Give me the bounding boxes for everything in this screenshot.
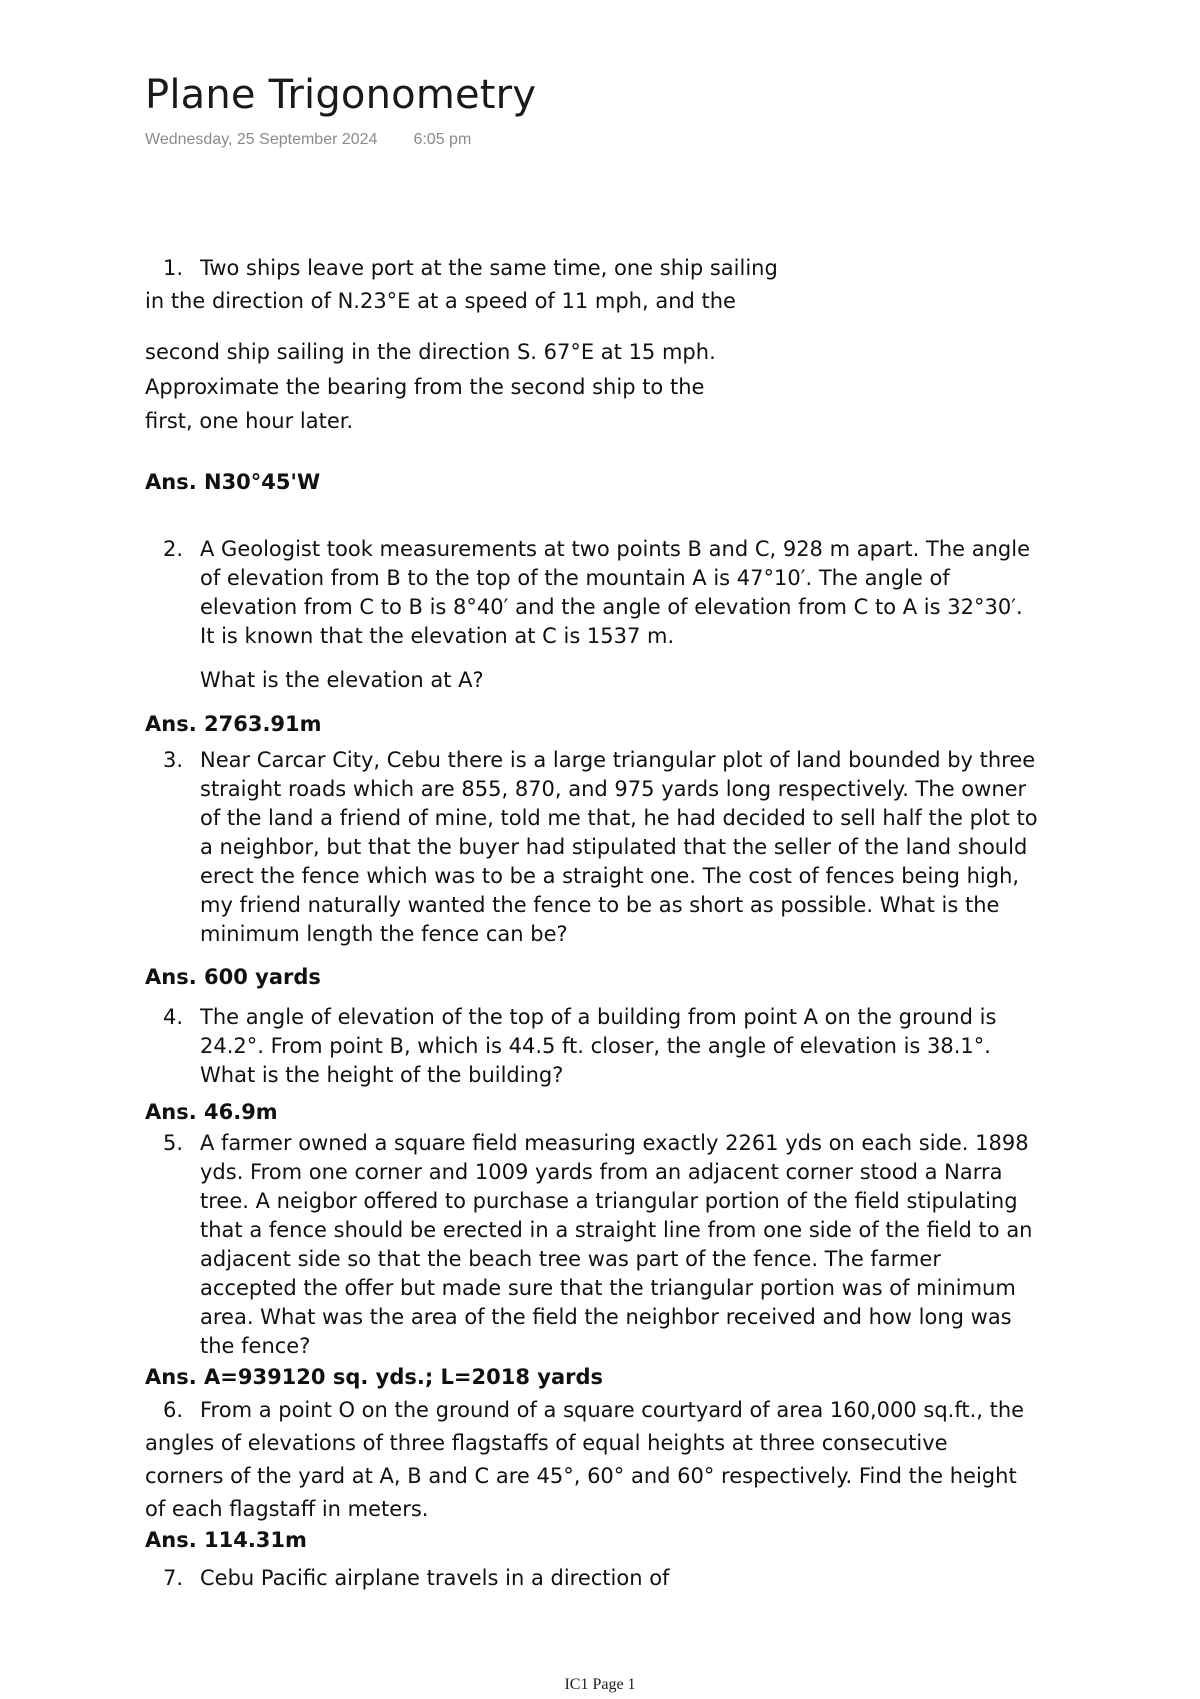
problem-4-line: The angle of elevation of the top of a building from point A on the ground is bbox=[200, 1005, 997, 1029]
problem-1-line: in the direction of N.23°E at a speed of 11 mph, and the bbox=[145, 289, 736, 313]
problem-1-line: Two ships leave port at the same time, one ship sailing bbox=[200, 256, 778, 280]
problem-5-line: adjacent side so that the beach tree was part of the fence. The farmer bbox=[200, 1247, 941, 1271]
problem-6-line: corners of the yard at A, B and C are 45°, 60° and 60° respectively. Find the height bbox=[145, 1464, 1017, 1488]
problem-5-line: tree. A neigbor offered to purchase a triangular portion of the field stipulating bbox=[200, 1189, 1018, 1213]
page-date: Wednesday, 25 September 2024 bbox=[145, 131, 378, 148]
problem-5-text bbox=[200, 1129, 1080, 1361]
problem-3-line: minimum length the fence can be? bbox=[200, 922, 568, 946]
problem-5-line: A farmer owned a square field measuring exactly 2261 yds on each side. 1898 bbox=[200, 1131, 1029, 1155]
problem-4-text bbox=[200, 1003, 1080, 1090]
page-time: 6:05 pm bbox=[413, 131, 472, 148]
problem-number: 3. bbox=[163, 748, 184, 772]
problem-number: 7. bbox=[163, 1566, 184, 1590]
problem-1-line: second ship sailing in the direction S. 67°E at 15 mph. bbox=[145, 340, 716, 364]
problem-5-line: yds. From one corner and 1009 yards from an adjacent corner stood a Narra bbox=[200, 1160, 1003, 1184]
problem-3-line: straight roads which are 855, 870, and 975 yards long respectively. The owner bbox=[200, 777, 1027, 801]
problem-6-line: of each flagstaff in meters. bbox=[145, 1497, 429, 1521]
problem-3-line: of the land a friend of mine, told me that, he had decided to sell half the plot to bbox=[200, 806, 1038, 830]
problem-4-line: What is the height of the building? bbox=[200, 1063, 564, 1087]
problem-2-line: elevation from C to B is 8°40′ and the angle of elevation from C to A is 32°30′. bbox=[200, 595, 1023, 619]
problem-number: 1. bbox=[163, 256, 184, 280]
problem-3-text bbox=[200, 746, 1080, 949]
problem-2-question: What is the elevation at A? bbox=[200, 668, 484, 692]
answer-1: Ans. N30°45'W bbox=[145, 470, 321, 494]
problem-3-line: my friend naturally wanted the fence to be as short as possible. What is the bbox=[200, 893, 1000, 917]
problem-1-line: first, one hour later. bbox=[145, 409, 354, 433]
problem-5-line: the fence? bbox=[200, 1334, 311, 1358]
problem-2-line: of elevation from B to the top of the mountain A is 47°10′. The angle of bbox=[200, 566, 950, 590]
problem-number: 5. bbox=[163, 1131, 184, 1155]
page-meta bbox=[145, 131, 471, 149]
problem-5-line: area. What was the area of the field the neighbor received and how long was bbox=[200, 1305, 1012, 1329]
problem-number: 2. bbox=[163, 537, 184, 561]
answer-5: Ans. A=939120 sq. yds.; L=2018 yards bbox=[145, 1365, 604, 1389]
problem-6-line: angles of elevations of three flagstaffs of equal heights at three consecutive bbox=[145, 1431, 948, 1455]
problem-2-line: It is known that the elevation at C is 1537 m. bbox=[200, 624, 675, 648]
problem-5-line: that a fence should be erected in a straight line from one side of the field to an bbox=[200, 1218, 1033, 1242]
problem-2-line: A Geologist took measurements at two points B and C, 928 m apart. The angle bbox=[200, 537, 1031, 561]
page-title: Plane Trigonometry bbox=[145, 72, 537, 118]
answer-4: Ans. 46.9m bbox=[145, 1100, 278, 1124]
problem-6-line: From a point O on the ground of a square courtyard of area 160,000 sq.ft., the bbox=[200, 1398, 1025, 1422]
problem-2-text bbox=[200, 535, 1080, 695]
problem-4-line: 24.2°. From point B, which is 44.5 ft. closer, the angle of elevation is 38.1°. bbox=[200, 1034, 991, 1058]
answer-6: Ans. 114.31m bbox=[145, 1528, 307, 1552]
answer-2: Ans. 2763.91m bbox=[145, 712, 322, 736]
problem-5-line: accepted the offer but made sure that the triangular portion was of minimum bbox=[200, 1276, 1016, 1300]
problem-7-line: Cebu Pacific airplane travels in a direction of bbox=[200, 1566, 670, 1590]
problem-3-line: Near Carcar City, Cebu there is a large triangular plot of land bounded by three bbox=[200, 748, 1036, 772]
problem-number: 4. bbox=[163, 1005, 184, 1029]
page-footer: IC1 Page 1 bbox=[564, 1676, 636, 1693]
problem-number: 6. bbox=[163, 1398, 184, 1422]
problem-3-line: a neighbor, but that the buyer had stipulated that the seller of the land should bbox=[200, 835, 1028, 859]
answer-3: Ans. 600 yards bbox=[145, 965, 321, 989]
problem-1-line: Approximate the bearing from the second ship to the bbox=[145, 375, 705, 399]
problem-3-line: erect the fence which was to be a straight one. The cost of fences being high, bbox=[200, 864, 1020, 888]
